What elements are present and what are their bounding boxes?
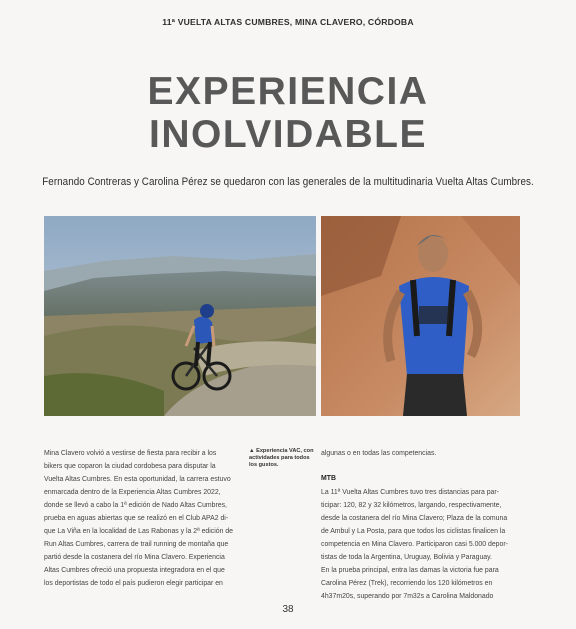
body-line: ticipar: 120, 82 y 32 kilómetros, largando, respectivamente, xyxy=(321,502,502,509)
body-line: los deportistas de todo el país pudieron elegir participar en xyxy=(44,580,223,587)
body-line: Mina Clavero volvió a vestirse de fiesta para recibir a los xyxy=(44,450,217,457)
body-line: Run Altas Cumbres, carrera de trail running de montaña que xyxy=(44,541,229,548)
body-line: de Ambul y La Posta, para que todos los ciclistas finalicen la xyxy=(321,528,506,535)
body-line: Altas Cumbres ofreció una propuesta integradora en el que xyxy=(44,567,225,574)
body-line: 4h37m20s, superando por 7m32s a Carolina Maldonado xyxy=(321,593,494,600)
body-line: desde la costanera del río Mina Clavero; Plaza de la comuna xyxy=(321,515,508,522)
body-line: donde se llevó a cabo la 1ª edición de Nado Altas Cumbres, xyxy=(44,502,227,509)
section-kicker: 11ª VUELTA ALTAS CUMBRES, MINA CLAVERO, CÓRDOBA xyxy=(162,17,414,27)
trail-runner-photo xyxy=(321,216,520,416)
body-line: En la prueba principal, entra las damas la victoria fue para xyxy=(321,567,499,574)
body-line: La 11ª Vuelta Altas Cumbres tuvo tres distancias para par- xyxy=(321,489,499,496)
section-heading: MTB xyxy=(321,475,336,482)
body-line: partió desde la costanera del río Mina Clavero. Experiencia xyxy=(44,554,225,561)
body-line: Carolina Pérez (Trek), recorriendo los 120 kilómetros en xyxy=(321,580,493,587)
article-title xyxy=(0,70,576,156)
body-line: Vuelta Altas Cumbres. En esta oportunidad, la carrera estuvo xyxy=(44,476,231,483)
body-line: que La Viña en la localidad de Las Rabonas y la 2ª edición de xyxy=(44,528,233,535)
left-text-column xyxy=(44,447,244,590)
body-line: competencia en Mina Clavero. Participaron casi 5.000 depor- xyxy=(321,541,508,548)
right-text-column xyxy=(321,447,521,603)
body-line: bikers que coparon la ciudad cordobesa para disputar la xyxy=(44,463,216,470)
body-line: enmarcada dentro de la Experiencia Altas Cumbres 2022, xyxy=(44,489,221,496)
body-line: tistas de toda la Argentina, Uruguay, Bolivia y Paraguay. xyxy=(321,554,492,561)
article-subtitle: Fernando Contreras y Carolina Pérez se quedaron con las generales de la multitudinaria Vuelta Altas Cumbres. xyxy=(42,176,534,188)
body-line: algunas o en todas las competencias. xyxy=(321,450,437,457)
photo-caption: ▲ Experiencia VAC, con actividades para todos los gustos. xyxy=(249,448,314,468)
mountain-biker-photo xyxy=(44,216,316,416)
body-line: prueba en aguas abiertas que se realizó en el Club APA2 di- xyxy=(44,515,229,522)
title-line-1: EXPERIENCIA xyxy=(147,70,429,113)
page-number: 38 xyxy=(282,604,294,615)
title-line-2: INOLVIDABLE xyxy=(149,113,427,156)
